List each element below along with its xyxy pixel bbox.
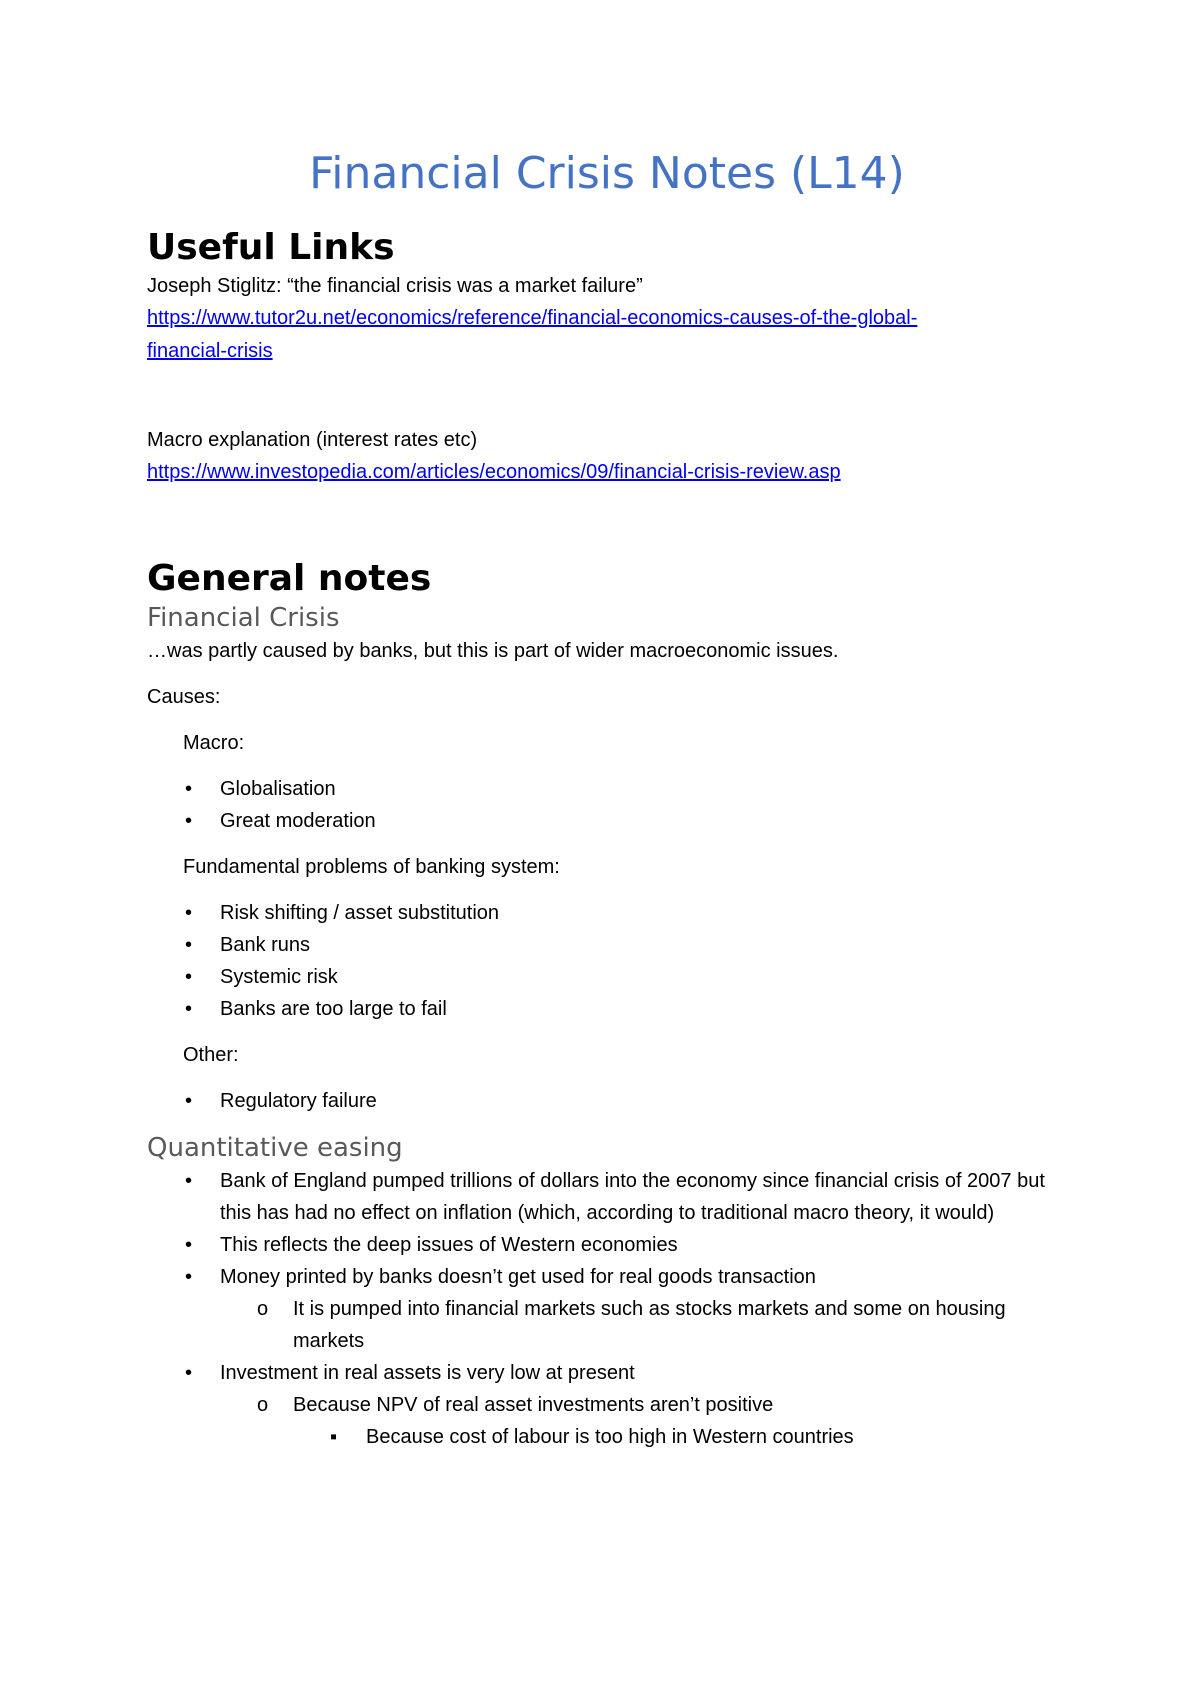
spacer	[147, 489, 1067, 557]
sub-list	[220, 1389, 1067, 1453]
quantitative-easing-heading: Quantitative easing	[147, 1133, 403, 1163]
other-label: Other:	[183, 1044, 239, 1066]
bullet-icon: •	[185, 934, 193, 956]
spacer	[147, 368, 1067, 424]
bullet-icon: •	[185, 778, 193, 800]
square-bullet-icon: ▪	[330, 1426, 338, 1448]
fundamental-label: Fundamental problems of banking system:	[183, 856, 560, 878]
list-item: • Systemic risk	[147, 961, 1067, 993]
list-item: • Money printed by banks doesn’t get used for real goods transaction o It is pumped into financial markets such as stocks markets and some on housing markets	[147, 1261, 1067, 1357]
bullet-icon: •	[185, 1170, 193, 1192]
document-title: Financial Crisis Notes (L14)	[309, 148, 905, 199]
financial-crisis-heading: Financial Crisis	[147, 603, 340, 633]
bullet-icon: •	[185, 810, 193, 832]
bullet-icon: •	[185, 998, 193, 1020]
bullet-icon: •	[185, 902, 193, 924]
macro-causes-list	[147, 773, 1067, 837]
list-item: • Great moderation	[147, 805, 1067, 837]
useful-links-heading: Useful Links	[147, 227, 395, 268]
list-item: • Regulatory failure	[147, 1085, 1067, 1117]
list-item: • Globalisation	[147, 773, 1067, 805]
macro-label: Macro:	[183, 732, 245, 754]
sub-sub-list	[293, 1421, 1067, 1453]
tutor2u-link-part1: https://www.tutor2u.net/economics/reference/financial-economics-causes-of-the-global-	[147, 307, 918, 329]
quantitative-easing-list	[147, 1165, 1067, 1453]
list-item: o It is pumped into financial markets such as stocks markets and some on housing markets	[147, 1293, 1067, 1357]
document-body	[147, 142, 1067, 1467]
tutor2u-link-part2: financial-crisis	[147, 340, 273, 362]
list-item: • This reflects the deep issues of Western economies	[147, 1229, 1067, 1261]
fundamental-problems-list	[147, 897, 1067, 1025]
circle-bullet-icon: o	[257, 1394, 269, 1416]
list-item: • Banks are too large to fail	[147, 993, 1067, 1025]
bullet-icon: •	[185, 1234, 193, 1256]
list-item: o Because NPV of real asset investments aren’t positive ▪ Because cost of labour is too high in Western countries	[147, 1389, 1067, 1453]
tutor2u-link[interactable]	[147, 302, 1067, 368]
bullet-icon: •	[185, 1090, 193, 1112]
list-item: • Investment in real assets is very low at present o Because NPV of real asset investments aren’t positive ▪ Because cost of labour is too high in Western countries	[147, 1357, 1067, 1453]
bullet-icon: •	[185, 1362, 193, 1384]
sub-list	[220, 1293, 1067, 1357]
macro-explanation-label: Macro explanation (interest rates etc)	[147, 429, 478, 451]
stiglitz-quote: Joseph Stiglitz: “the financial crisis was a market failure”	[147, 275, 643, 297]
circle-bullet-icon: o	[257, 1298, 269, 1320]
list-item: • Bank of England pumped trillions of dollars into the economy since financial crisis of 2007 but this has had no effect on inflation (which, according to traditional macro theory, it would)	[147, 1165, 1067, 1229]
list-item: ▪ Because cost of labour is too high in Western countries	[147, 1421, 1067, 1453]
list-item: • Bank runs	[147, 929, 1067, 961]
bullet-icon: •	[185, 966, 193, 988]
general-notes-heading: General notes	[147, 558, 432, 599]
bullet-icon: •	[185, 1266, 193, 1288]
other-causes-list	[147, 1085, 1067, 1117]
causes-label: Causes:	[147, 686, 221, 708]
list-item: • Risk shifting / asset substitution	[147, 897, 1067, 929]
investopedia-link[interactable]: https://www.investopedia.com/articles/economics/09/financial-crisis-review.asp	[147, 461, 841, 483]
financial-crisis-intro: …was partly caused by banks, but this is part of wider macroeconomic issues.	[147, 640, 839, 662]
